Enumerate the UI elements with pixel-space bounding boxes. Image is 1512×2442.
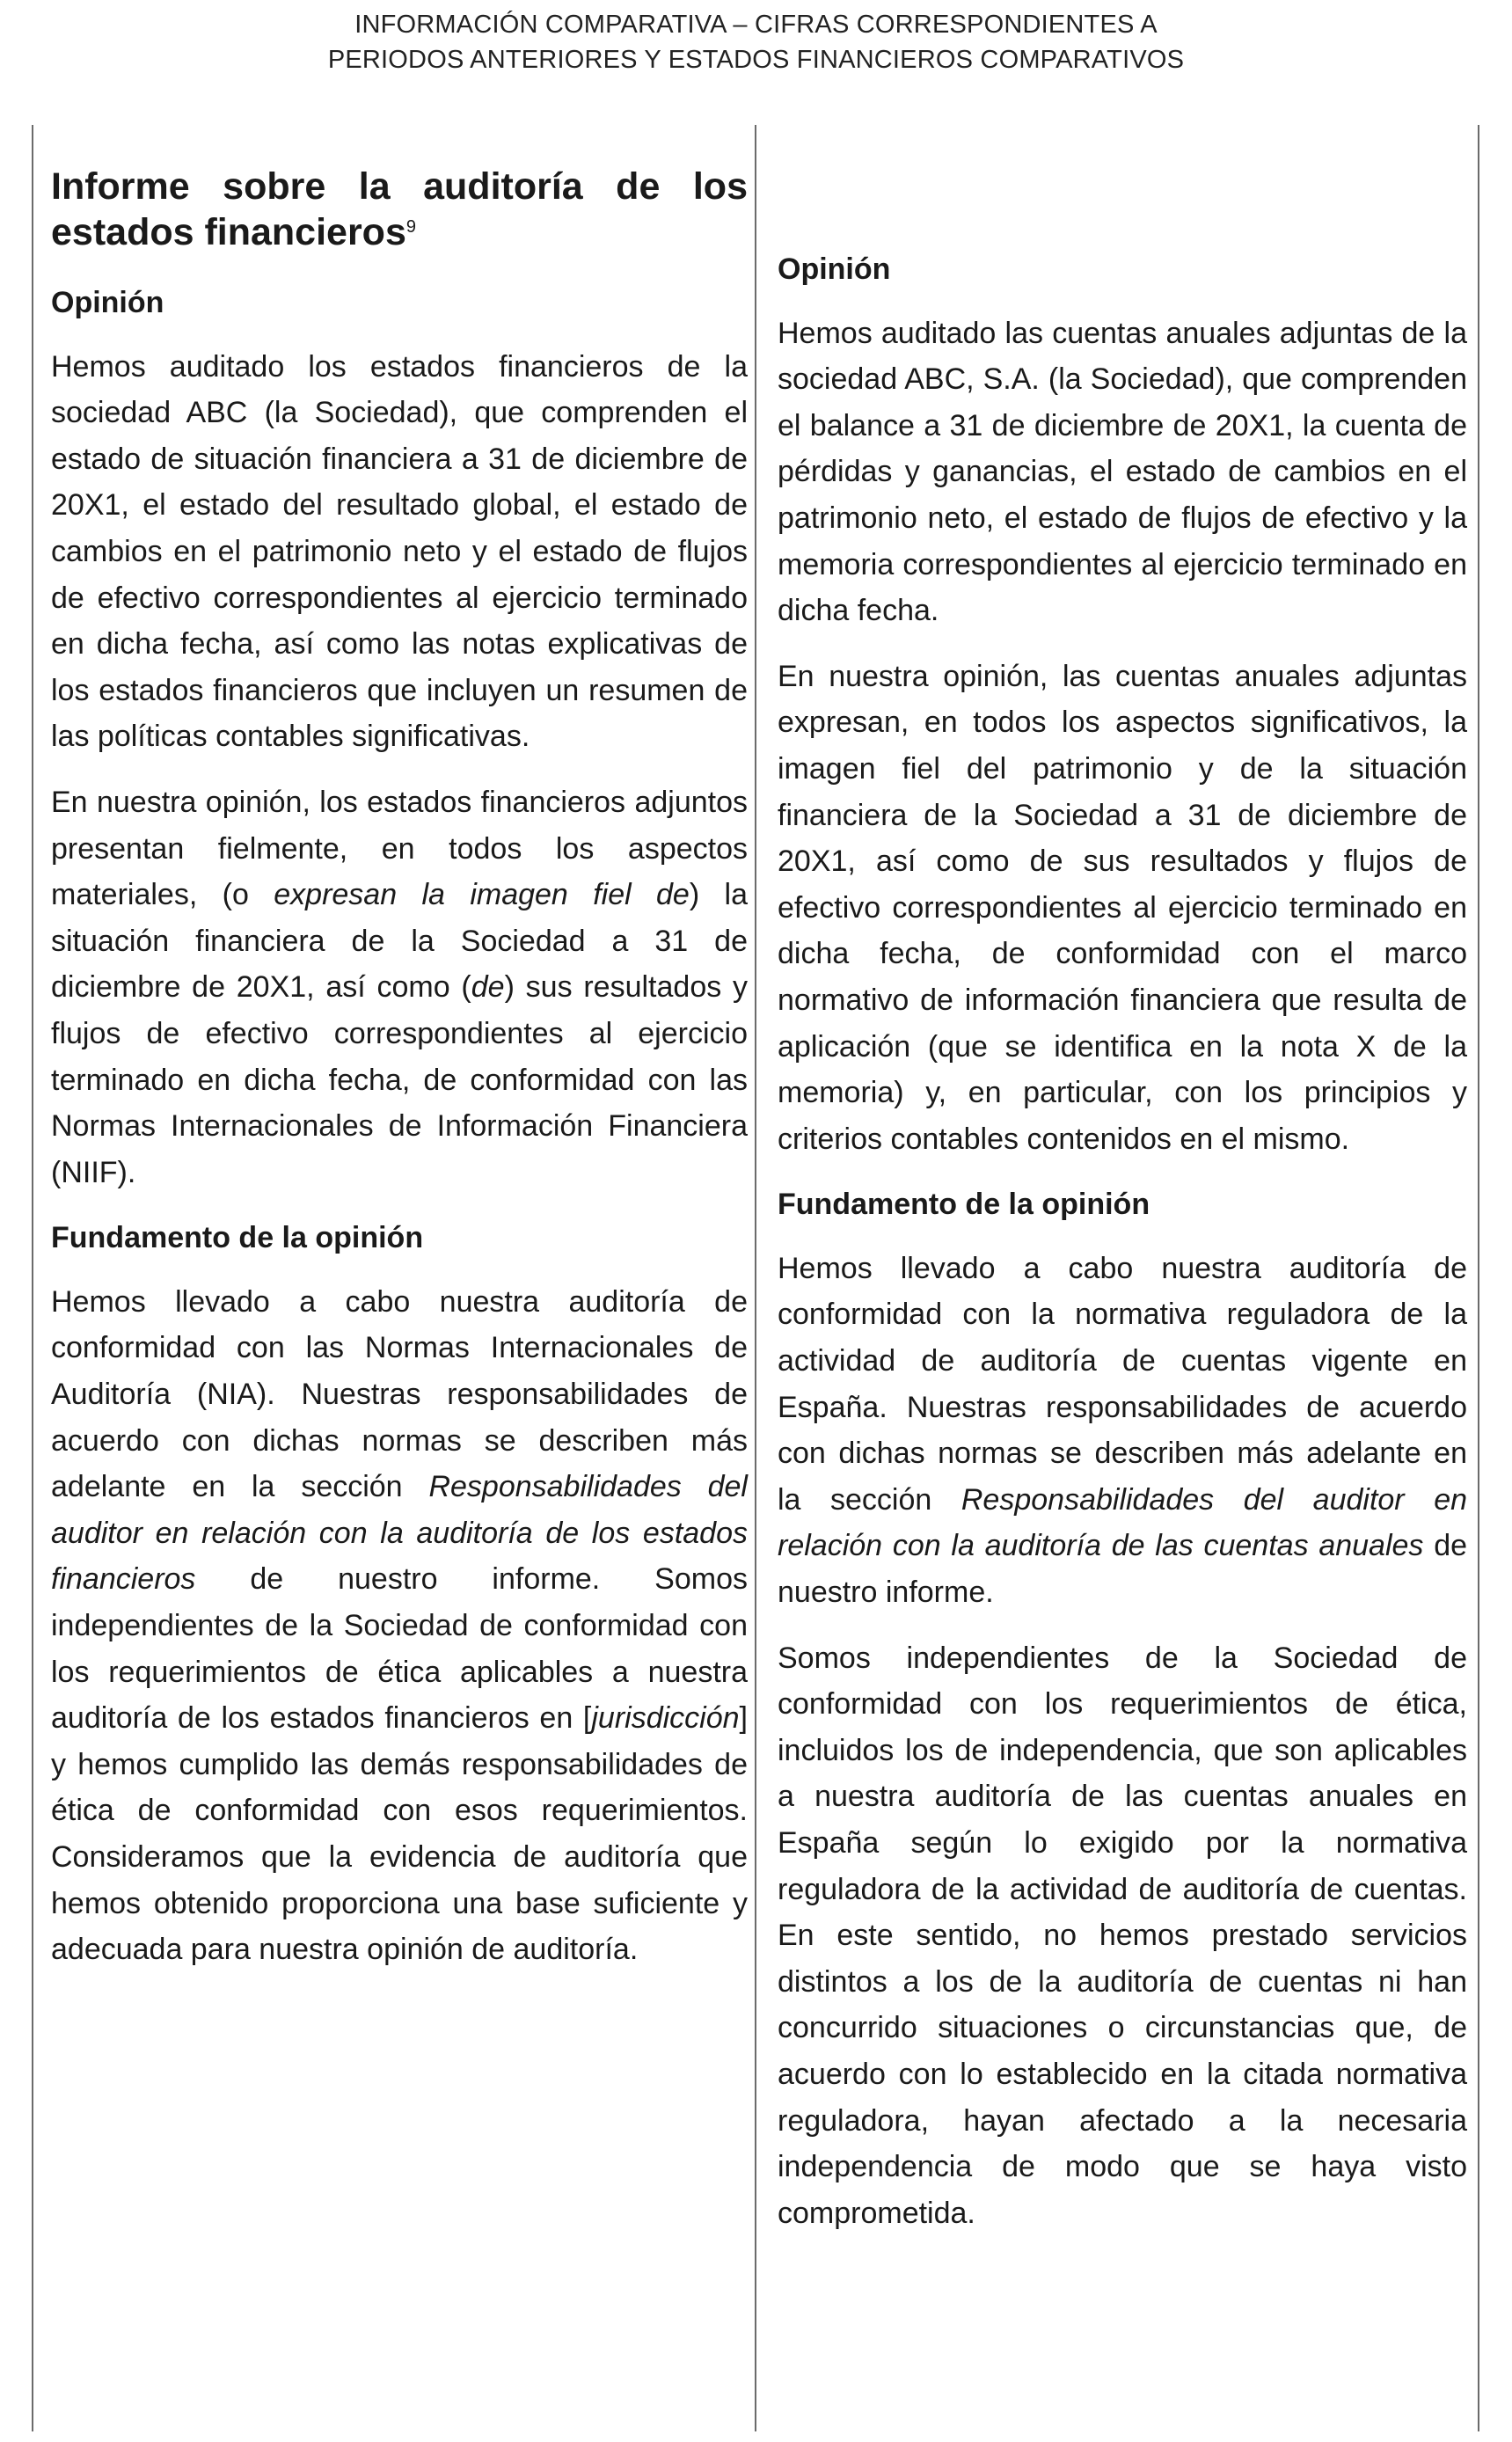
document-title	[51, 164, 748, 255]
basis-p1-italic-2: jurisdicción	[591, 1701, 740, 1736]
right-column-rule	[1478, 125, 1479, 2431]
basis-p1-text-a: Hemos llevado a cabo nuestra auditoría de conformidad con la normativa reguladora de la actividad de auditoría de cuentas vigente en España. Nuestras responsabilidades de acuerdo con dichas normas se describen más adelante en la sección	[778, 1251, 1467, 1517]
basis-p1-italic: Responsabilidades del auditor en relación con la auditoría de las cuentas anuales	[778, 1482, 1468, 1563]
opinion-p2-italic-2: de	[471, 970, 505, 1005]
basis-p1-text-b: de nuestro informe. Somos independientes de la Sociedad de conformidad con los requerimientos de ética aplicables a nuestra auditoría de los estados financieros en [	[51, 1562, 748, 1736]
opinion-paragraph-1: Hemos auditado las cuentas anuales adjuntas de la sociedad ABC, S.A. (la Sociedad), que comprenden el balance a 31 de diciembre de 20X1, la cuenta de pérdidas y ganancias, el estado de cambios en el patrimonio neto, el estado de flujos de efectivo y la memoria correspondientes al ejercicio terminado en dicha fecha.	[778, 316, 1467, 628]
center-column-rule	[755, 125, 756, 2431]
basis-p1-text-c: ] y hemos cumplido las demás responsabilidades de ética de conformidad con esos requerimientos. Consideramos que la evidencia de auditoría que hemos obtenido proporciona una base suficiente y adecuada para nuestra opinión de auditoría.	[51, 1701, 748, 1967]
opinion-paragraph-2	[51, 779, 748, 1195]
page-header-line-2: PERIODOS ANTERIORES Y ESTADOS FINANCIEROS COMPARATIVOS	[327, 46, 1185, 74]
basis-p1-text-a: Hemos llevado a cabo nuestra auditoría de conformidad con las Normas Internacionales de Auditoría (NIA). Nuestras responsabilidades de acuerdo con dichas normas se describen más adelante en la sección	[51, 1284, 748, 1504]
document-title-text: Informe sobre la auditoría de los estados financieros	[51, 165, 748, 253]
footnote-marker: 9	[405, 217, 416, 237]
opinion-paragraph-2: En nuestra opinión, las cuentas anuales adjuntas expresan, en todos los aspectos significativos, la imagen fiel del patrimonio y de la situación financiera de la Sociedad a 31 de diciembre de 20X1, así como de sus resultados y flujos de efectivo correspondientes al ejercicio terminado en dicha fecha, de conformidad con el marco normativo de información financiera que resulta de aplicación (que se identifica en la nota X de la memoria) y, en particular, con los principios y criterios contables contenidos en el mismo.	[778, 659, 1467, 1156]
opinion-p2-italic-1: expresan la imagen fiel de	[274, 878, 690, 912]
spain-column	[778, 157, 1467, 2256]
opinion-paragraph-1: Hemos auditado los estados financieros de la sociedad ABC (la Sociedad), que comprenden el estado de situación financiera a 31 de diciembre de 20X1, el estado del resultado global, el estado de cambios en el patrimonio neto y el estado de flujos de efectivo correspondientes al ejercicio terminado en dicha fecha, así como las notas explicativas de los estados financieros que incluyen un resumen de las políticas contables significativas.	[51, 349, 748, 754]
opinion-p2-text-c: ) sus resultados y flujos de efectivo correspondientes al ejercicio terminado en dicha fecha, de conformidad con las Normas Internacionales de Información Financiera (NIIF).	[51, 970, 748, 1189]
basis-paragraph-2: Somos independientes de la Sociedad de conformidad con los requerimientos de ética, incluidos los de independencia, que son aplicables a nuestra auditoría de las cuentas anuales en España según lo exigido por la normativa reguladora de la actividad de auditoría de cuentas. En este sentido, no hemos prestado servicios distintos a los de la auditoría de cuentas ni han concurrido situaciones o circunstancias que, de acuerdo con lo establecido en la citada normativa reguladora, hayan afectado a la necesaria independencia de modo que se haya visto comprometida.	[778, 1641, 1467, 2230]
title-spacer	[778, 157, 1467, 246]
opinion-p2-text-b: ) la situación financiera de la Sociedad a 31 de diciembre de 20X1, así como (	[51, 878, 748, 1005]
opinion-heading: Opinión	[778, 252, 891, 286]
basis-p1-italic-1: Responsabilidades del auditor en relación con la auditoría de los estados financieros	[51, 1470, 748, 1597]
basis-heading: Fundamento de la opinión	[51, 1221, 424, 1255]
basis-paragraph-1	[51, 1279, 748, 1973]
basis-p1-text-b: de nuestro informe.	[778, 1529, 1468, 1610]
opinion-heading: Opinión	[51, 286, 164, 319]
basis-paragraph-1	[778, 1246, 1467, 1616]
opinion-p2-text-a: En nuestra opinión, los estados financieros adjuntos presentan fielmente, en todos los aspectos materiales, (o	[51, 785, 748, 912]
page-header	[0, 7, 1512, 77]
page-header-line-1: INFORMACIÓN COMPARATIVA – CIFRAS CORRESPONDIENTES A	[354, 11, 1158, 39]
niif-column	[51, 157, 748, 1992]
basis-heading: Fundamento de la opinión	[778, 1188, 1150, 1222]
left-column-rule	[32, 125, 33, 2431]
